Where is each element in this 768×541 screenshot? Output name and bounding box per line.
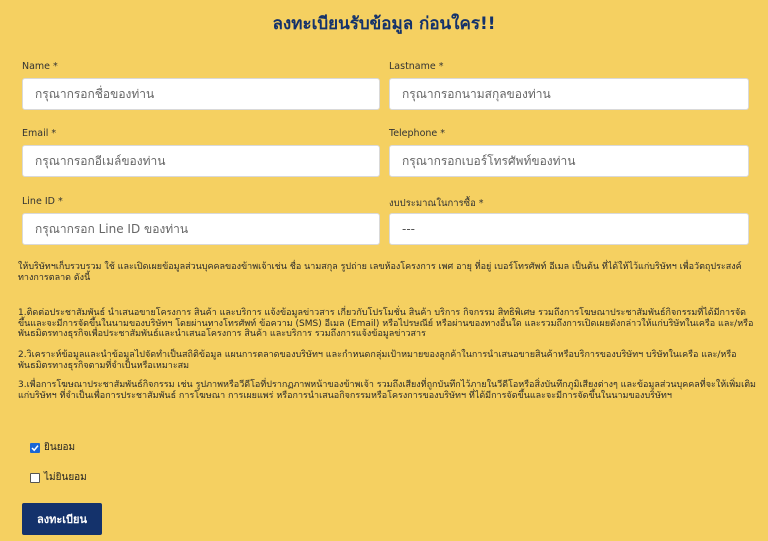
email-input[interactable] (22, 145, 380, 177)
check-icon (31, 444, 39, 452)
lastname-input[interactable] (389, 78, 749, 110)
agree-option[interactable] (30, 440, 75, 455)
name-input[interactable] (22, 78, 380, 110)
lastname-label: Lastname * (389, 61, 444, 72)
lineid-label: Line ID * (22, 196, 63, 207)
email-label: Email * (22, 128, 57, 139)
telephone-label: Telephone * (389, 128, 446, 139)
disagree-checkbox[interactable] (30, 473, 40, 483)
agree-label: ยินยอม (44, 442, 76, 453)
lineid-input[interactable] (22, 213, 380, 245)
telephone-input[interactable] (389, 145, 749, 177)
consent-item-2: 2.วิเคราะห์ข้อมูลและนำข้อมูลไปจัดทำเป็นสถิติข้อมูล แผนการตลาดของบริษัทฯ และกำหนดกลุ่มเป้าหมายของลูกค้าในการนำเสนอขายสินค้าหรือบริการของบริษัทฯ บริษัทในเครือ และ/หรือพันธมิตรทางธุรกิจตามที่จำเป็นหรือเหมาะสม (18, 350, 737, 371)
agree-checkbox[interactable] (30, 443, 40, 453)
budget-label: งบประมาณในการซื้อ * (389, 198, 484, 209)
consent-item-1: 1.ติดต่อประชาสัมพันธ์ นำเสนอขายโครงการ สินค้า และบริการ แจ้งข้อมูลข่าวสาร เกี่ยวกับโปรโมชั่น สินค้า บริการ กิจกรรม สิทธิพิเศษ รวมถึงการโฆษณาประชาสัมพันธ์กิจกรรมที่ได้มีการจัดขึ้นและจะมีการจัดขึ้นในนามของบริษัทฯ โดยผ่านทางโทรศัพท์ ข้อความ (SMS) อีเมล (Email) หรือไปรษณีย์ หรือผ่านของทางอื่นใด และรวมถึงการเปิดเผยดังกล่าวให้แก่บริษัทในเครือ และ/หรือพันธมิตรทางธุรกิจเพื่อประชาสัมพันธ์และนำเสนอโครงการ สินค้า และบริการ รวมถึงการแจ้งข้อมูลข่าวสาร (18, 308, 754, 339)
register-button[interactable]: ลงทะเบียน (22, 503, 102, 535)
page-title: ลงทะเบียนรับข้อมูล ก่อนใคร!! (272, 14, 496, 34)
consent-intro: ให้บริษัทฯเก็บรวบรวม ใช้ และเปิดเผยข้อมูลส่วนบุคคลของข้าพเจ้าเช่น ชื่อ นามสกุล รูปถ่าย เลขห้องโครงการ เพศ อายุ ที่อยู่ เบอร์โทรศัพท์ อีเมล เป็นต้น ที่ได้ให้ไว้แก่บริษัทฯ เพื่อวัตถุประสงค์ทางการตลาด ดังนี้ (18, 262, 742, 283)
budget-select[interactable] (389, 213, 749, 245)
disagree-option[interactable] (30, 470, 87, 485)
consent-item-3: 3.เพื่อการโฆษณาประชาสัมพันธ์กิจกรรม เช่น รูปภาพหรือวีดีโอที่ปรากฏภาพหน้าของข้าพเจ้า รวมถึงเสียงที่ถูกบันทึกไว้ภายในวีดีโอหรือสิ่งบันทึกภูมิเสียงต่างๆ และข้อมูลส่วนบุคคลที่จะให้เพิ่มเติมแก่บริษัทฯ ที่จำเป็นเพื่อการประชาสัมพันธ์ การโฆษณา การเผยแพร่ หรือการนำเสนอกิจกรรมหรือโครงการของบริษัทฯ ที่ได้มีการจัดขึ้นและจะมีการจัดขึ้นในนามของบริษัทฯ (18, 380, 756, 401)
budget-select-value: --- (402, 222, 415, 236)
disagree-label: ไม่ยินยอม (44, 472, 87, 483)
name-label: Name * (22, 61, 58, 72)
